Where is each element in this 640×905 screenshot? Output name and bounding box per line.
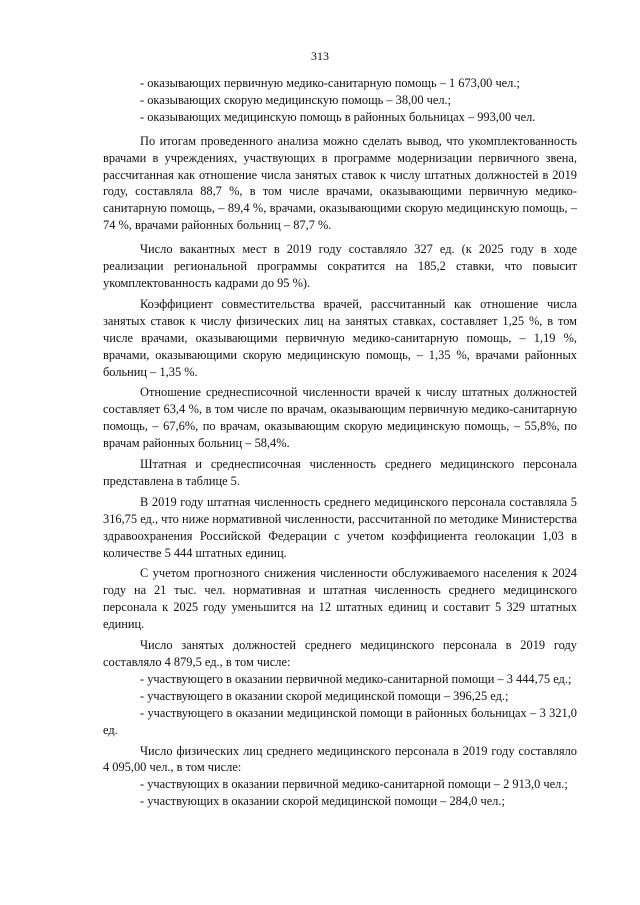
paragraph-2: - оказывающих скорую медицинскую помощь – 38,00 чел.; bbox=[140, 92, 452, 107]
paragraph-11: Число занятых должностей среднего медицинского персонала в 2019 году составляло 4 879,5 ед., в том числе: bbox=[103, 638, 577, 669]
paragraph-13: - участвующего в оказании скорой медицинской помощи – 396,25 ед.; bbox=[140, 688, 509, 703]
paragraph-7: Отношение среднесписочной численности врачей к числу штатных должностей составляет 63,4 %, в том числе по врачам, оказывающим первичную медико-санитарную помощь, – 67,6%, по врачам, оказывающим скорую медицинскую помощь, – 55,8%, по врачам районных больниц – 58,4%. bbox=[103, 385, 577, 451]
paragraph-17: - участвующих в оказании скорой медицинской помощи – 284,0 чел.; bbox=[140, 794, 505, 809]
paragraph-4: По итогам проведенного анализа можно сделать вывод, что укомплектованность врачами в учреждениях, участвующих в программе модернизации первичного звена, рассчитанная как отношение числа занятых ставок к числу штатных должностей в 2019 году, составляла 88,7 %, в том числе врачами, оказывающими первичную медико-санитарную помощь, – 89,4 %, врачами, оказывающими скорую медицинскую помощь, – 74 %, врачами районных больниц – 87,7 %. bbox=[103, 133, 577, 233]
paragraph-9: В 2019 году штатная численность среднего медицинского персонала составляла 5 316,75 ед., что ниже нормативной численности, рассчитанной по методике Министерства здравоохранения Российской Федерации с учетом коэффициента геолокации 1,03 в количестве 5 444 штатных единиц. bbox=[103, 494, 577, 560]
page-number: 313 bbox=[311, 49, 329, 63]
paragraph-12: - участвующего в оказании первичной медико-санитарной помощи – 3 444,75 ед.; bbox=[140, 671, 572, 686]
paragraph-5: Число вакантных мест в 2019 году составляло 327 ед. (к 2025 году в ходе реализации региональной программы сократится на 185,2 ставки, что повысит укомплектованность кадрами до 95 %). bbox=[103, 242, 577, 290]
paragraph-6: Коэффициент совместительства врачей, рассчитанный как отношение числа занятых ставок к числу физических лиц на занятых ставках, составляет 1,25 %, в том числе врачами, оказывающими первичную медико-санитарную помощь, – 1,19 %, врачами, оказывающими скорую медицинскую помощь, – 1,35 %, врачами районных больниц – 1,35 %. bbox=[103, 296, 577, 379]
paragraph-10: С учетом прогнозного снижения численности обслуживаемого населения к 2024 году на 21 тыс. чел. нормативная и штатная численность среднего медицинского персонала к 2025 году уменьшится на 12 штатных единиц и составит 5 329 штатных единиц. bbox=[103, 566, 577, 632]
paragraph-14: - участвующего в оказании медицинской помощи в районных больницах – 3 321,0 ед. bbox=[103, 705, 577, 737]
paragraph-15: Число физических лиц среднего медицинского персонала в 2019 году составляло 4 095,00 чел., в том числе: bbox=[103, 743, 577, 775]
paragraph-3: - оказывающих медицинскую помощь в районных больницах – 993,00 чел. bbox=[140, 109, 536, 124]
paragraph-16: - участвующих в оказании первичной медико-санитарной помощи – 2 913,0 чел.; bbox=[140, 777, 568, 792]
paragraph-8: Штатная и среднесписочная численность среднего медицинского персонала представлена в таблице 5. bbox=[103, 457, 577, 488]
paragraph-1: - оказывающих первичную медико-санитарную помощь – 1 673,00 чел.; bbox=[140, 76, 520, 90]
document-body bbox=[103, 75, 577, 810]
